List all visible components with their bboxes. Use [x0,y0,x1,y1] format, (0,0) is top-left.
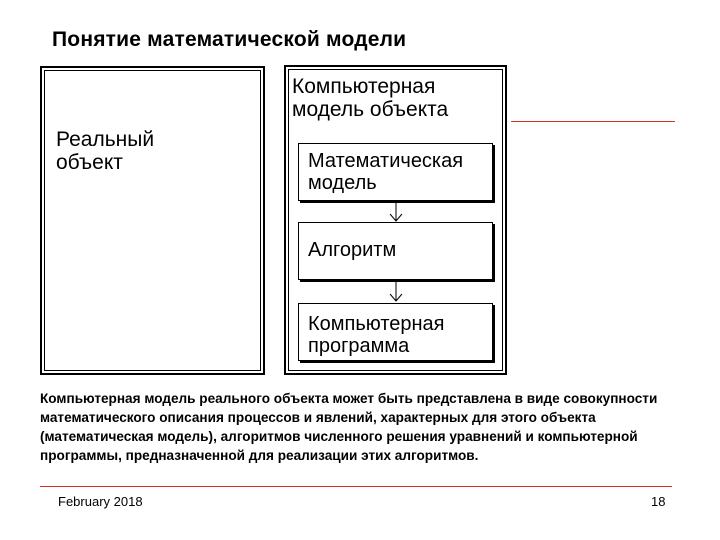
accent-line-top [511,121,675,122]
real-object-label: Реальный объект [56,128,155,174]
real-object-box [40,66,265,375]
computer-model-label: Компьютерная модель объекта [292,75,449,121]
math-model-label: Математическая модель [308,150,464,194]
arrow-down-icon [389,280,403,303]
math-model-box [298,143,493,201]
footer-divider [40,486,672,487]
page-number: 18 [651,494,666,509]
description-text: Компьютерная модель реального объекта может быть представлена в виде совокупности математического описания процессов и явлений, характерных для этого объекта (математическая модель), алгоритмов численного решения уравнений и компьютерной программы, предназначенной для реализации этих алгоритмов. [40,391,658,463]
algorithm-box [298,222,493,280]
footer-date: February 2018 [58,494,143,509]
computer-program-box [298,303,493,361]
slide-title: Понятие математической модели [52,28,407,51]
computer-program-label: Компьютерная программа [308,313,445,357]
arrow-down-icon [389,201,403,223]
algorithm-label: Алгоритм [308,239,397,261]
